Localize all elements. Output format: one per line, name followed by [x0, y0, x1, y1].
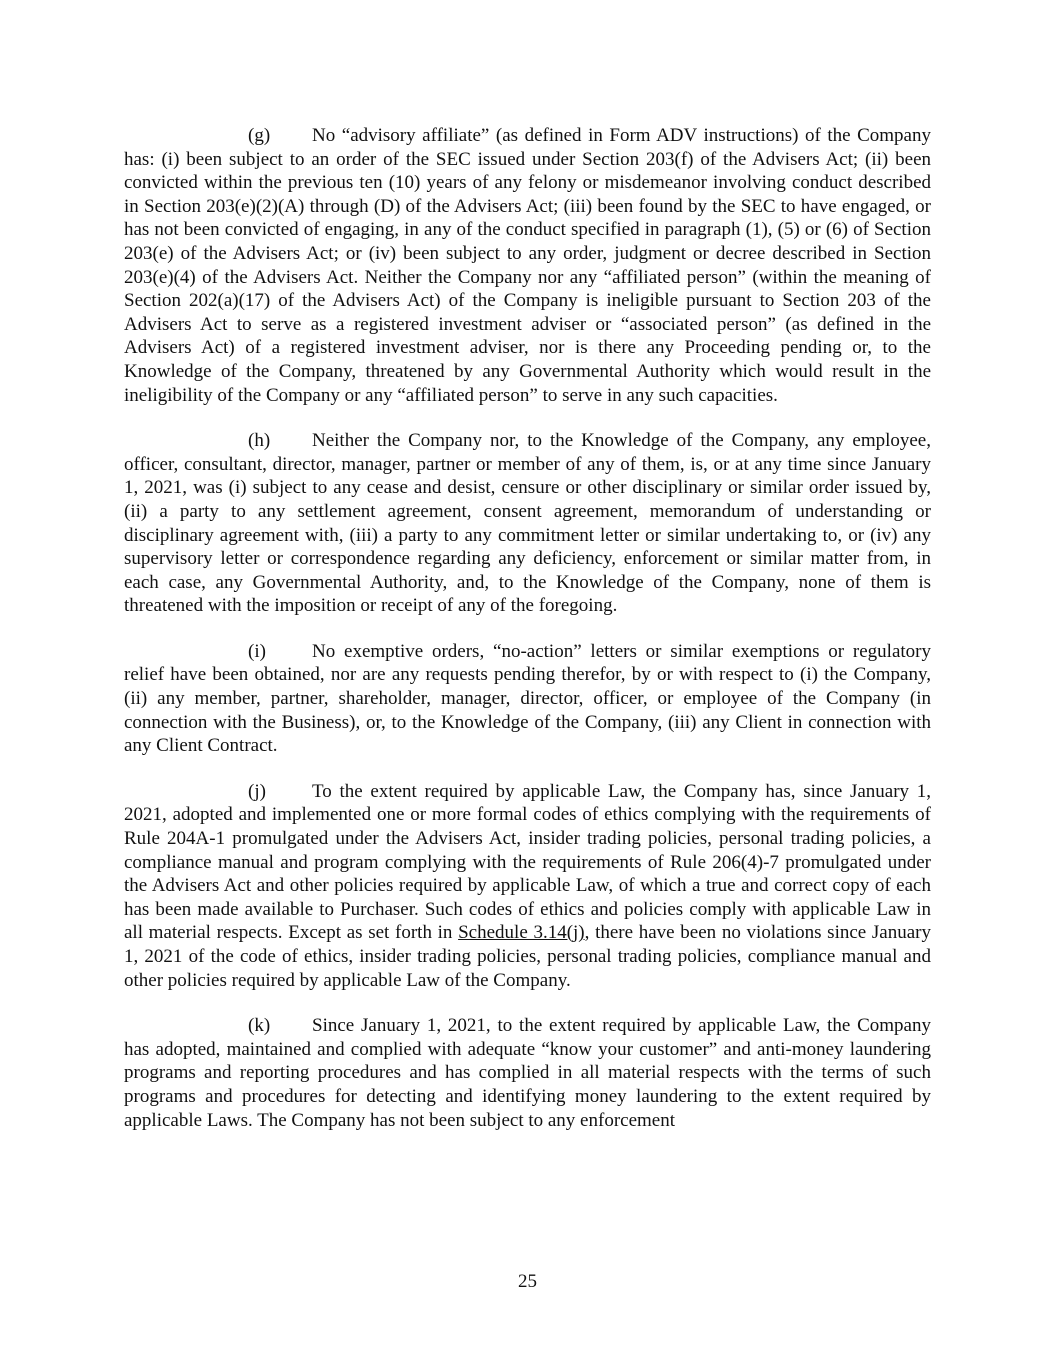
paragraph-h	[124, 429, 931, 618]
document-page	[124, 124, 931, 1154]
schedule-reference: Schedule 3.14(j)	[458, 922, 585, 944]
paragraph-text: Neither the Company nor, to the Knowledge of the Company, any employee, officer, consultant, director, manager, partner or member of any of them, is, or at any time since January 1, 2021, was (i) subject to any cease and desist, censure or other disciplinary or similar order issued by, (ii) a party to any settlement agreement, consent agreement, memorandum of understanding or disciplinary agreement with, (iii) a party to any commitment letter or similar undertaking to, or (iv) any supervisory letter or correspondence regarding any deficiency, enforcement or similar matter from, in each case, any Governmental Authority, and, to the Knowledge of the Company, none of them is threatened with the imposition or receipt of any of the foregoing.	[124, 430, 931, 617]
paragraph-label: (k)	[248, 1015, 271, 1037]
paragraph-label: (j)	[248, 780, 266, 802]
page-number: 25	[518, 1271, 537, 1292]
paragraph-j	[124, 780, 931, 992]
paragraph-k	[124, 1014, 931, 1132]
paragraph-label: (i)	[248, 640, 266, 662]
paragraph-label: (g)	[248, 125, 271, 146]
paragraph-g	[124, 124, 931, 407]
paragraph-label: (h)	[248, 430, 271, 452]
paragraph-text-continued: , there have been no violations since January 1, 2021 of the code of ethics, insider trading policies, personal trading policies, compliance manual and other policies required by applicable Law of the Company.	[124, 922, 932, 991]
paragraph-text: No “advisory affiliate” (as defined in Form ADV instructions) of the Company has: (i) been subject to an order of the SEC issued under Section 203(f) of the Advisers Act; (ii) been convicted within the previous ten (10) years of any felony or misdemeanor involving conduct described in Section 203(e)(2)(A) through (D) of the Advisers Act; (iii) been found by the SEC to have engaged, or has not been convicted of engaging, in any of the conduct specified in paragraph (1), (5) or (6) of Section 203(e) of the Advisers Act; or (iv) been subject to any order, judgment or decree described in Section 203(e)(4) of the Advisers Act. Neither the Company nor any “affiliated person” (within the meaning of Section 202(a)(17) of the Advisers Act) of the Company is ineligible pursuant to Section 203 of the Advisers Act to serve as a registered investment adviser or “associated person” (as defined in the Advisers Act) of a registered investment adviser, nor is there any Proceeding pending or, to the Knowledge of the Company, threatened by any Governmental Authority which would result in the ineligibility of the Company or any “affiliated person” to serve in any such capacities.	[124, 125, 931, 406]
paragraph-i	[124, 640, 931, 758]
paragraph-text: Since January 1, 2021, to the extent required by applicable Law, the Company has adopted, maintained and complied with adequate “know your customer” and anti-money laundering programs and reporting procedures and has complied in all material respects with the terms of such programs and procedures for detecting and identifying money laundering to the extent required by applicable Laws. The Company has not been subject to any enforcement	[124, 1015, 931, 1131]
paragraph-text: To the extent required by applicable Law, the Company has, since January 1, 2021, adopted and implemented one or more formal codes of ethics complying with the requirements of Rule 204A-1 promulgated under the Advisers Act, insider trading policies, personal trading policies, a compliance manual and program complying with the requirements of Rule 206(4)-7 promulgated under the Advisers Act and other policies required by applicable Law, of which a true and correct copy of each has been made available to Purchaser. Such codes of ethics and policies comply with applicable Law in all material respects. Except as set forth in	[124, 780, 931, 944]
paragraph-text: No exemptive orders, “no-action” letters or similar exemptions or regulatory relief have been obtained, nor are any requests pending therefor, by or with respect to (i) the Company, (ii) any member, partner, shareholder, manager, director, officer, or employee of the Company (in connection with the Business), or, to the Knowledge of the Company, (iii) any Client in connection with any Client Contract.	[124, 640, 931, 757]
